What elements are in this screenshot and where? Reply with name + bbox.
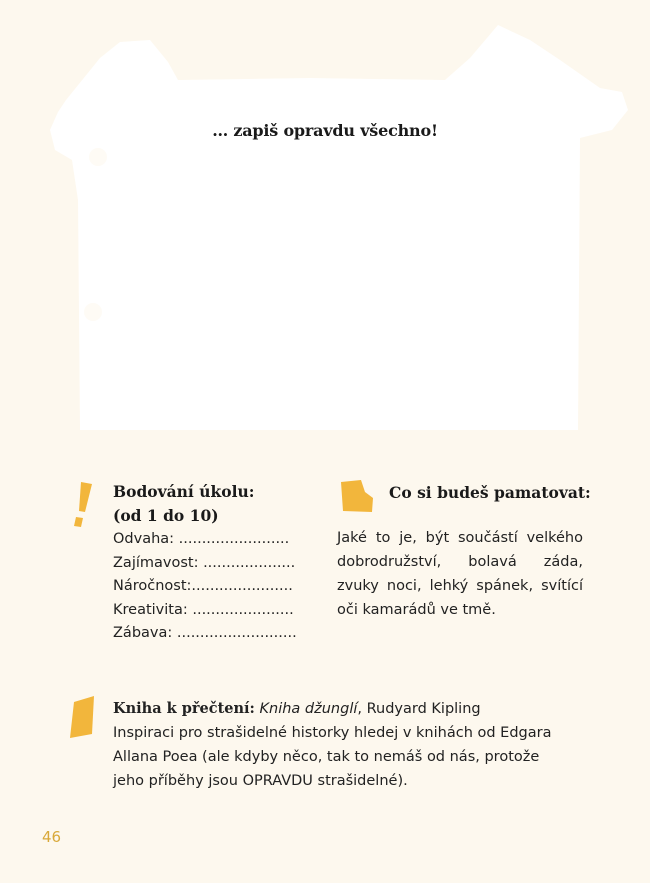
- remember-title: Co si budeš pamatovat:: [389, 483, 591, 502]
- book-label: Kniha k přečtení:: [113, 700, 255, 717]
- bookmark-icon: [68, 694, 96, 740]
- remember-text: Jaké to je, být součástí velkého dobrodružství, bolavá záda, zvuky noci, lehký spánek, svítící oči kamarádů ve tmě.: [337, 530, 583, 618]
- book-title: Kniha džunglí: [259, 701, 358, 717]
- page-number: 46: [42, 828, 62, 846]
- page-heading: … zapiš opravdu všechno!: [212, 121, 438, 140]
- score-row-narocnost[interactable]: Náročnost:......................: [113, 578, 293, 594]
- score-row-kreativita[interactable]: Kreativita: ......................: [113, 601, 294, 618]
- paper-scrap-icon: [339, 478, 375, 514]
- scoring-range: (od 1 do 10): [113, 506, 219, 525]
- book-author: , Rudyard Kipling: [357, 701, 481, 717]
- scoring-title: Bodování úkolu:: [113, 482, 255, 501]
- score-row-zajimavost[interactable]: Zajímavost: ....................: [113, 554, 296, 571]
- score-row-zabava[interactable]: Zábava: ..........................: [113, 625, 297, 641]
- book-recommendation: [113, 697, 573, 793]
- book-text: Inspiraci pro strašidelné historky hledej v knihách od Edgara Allana Poea (ale kdyby něco, tak to nemáš od nás, protože jeho příběhy jsou OPRAVDU strašidelné).: [113, 725, 552, 789]
- scoring-section: [113, 480, 323, 646]
- exclamation-icon: [68, 480, 98, 530]
- score-row-odvaha[interactable]: Odvaha: ........................: [113, 531, 290, 547]
